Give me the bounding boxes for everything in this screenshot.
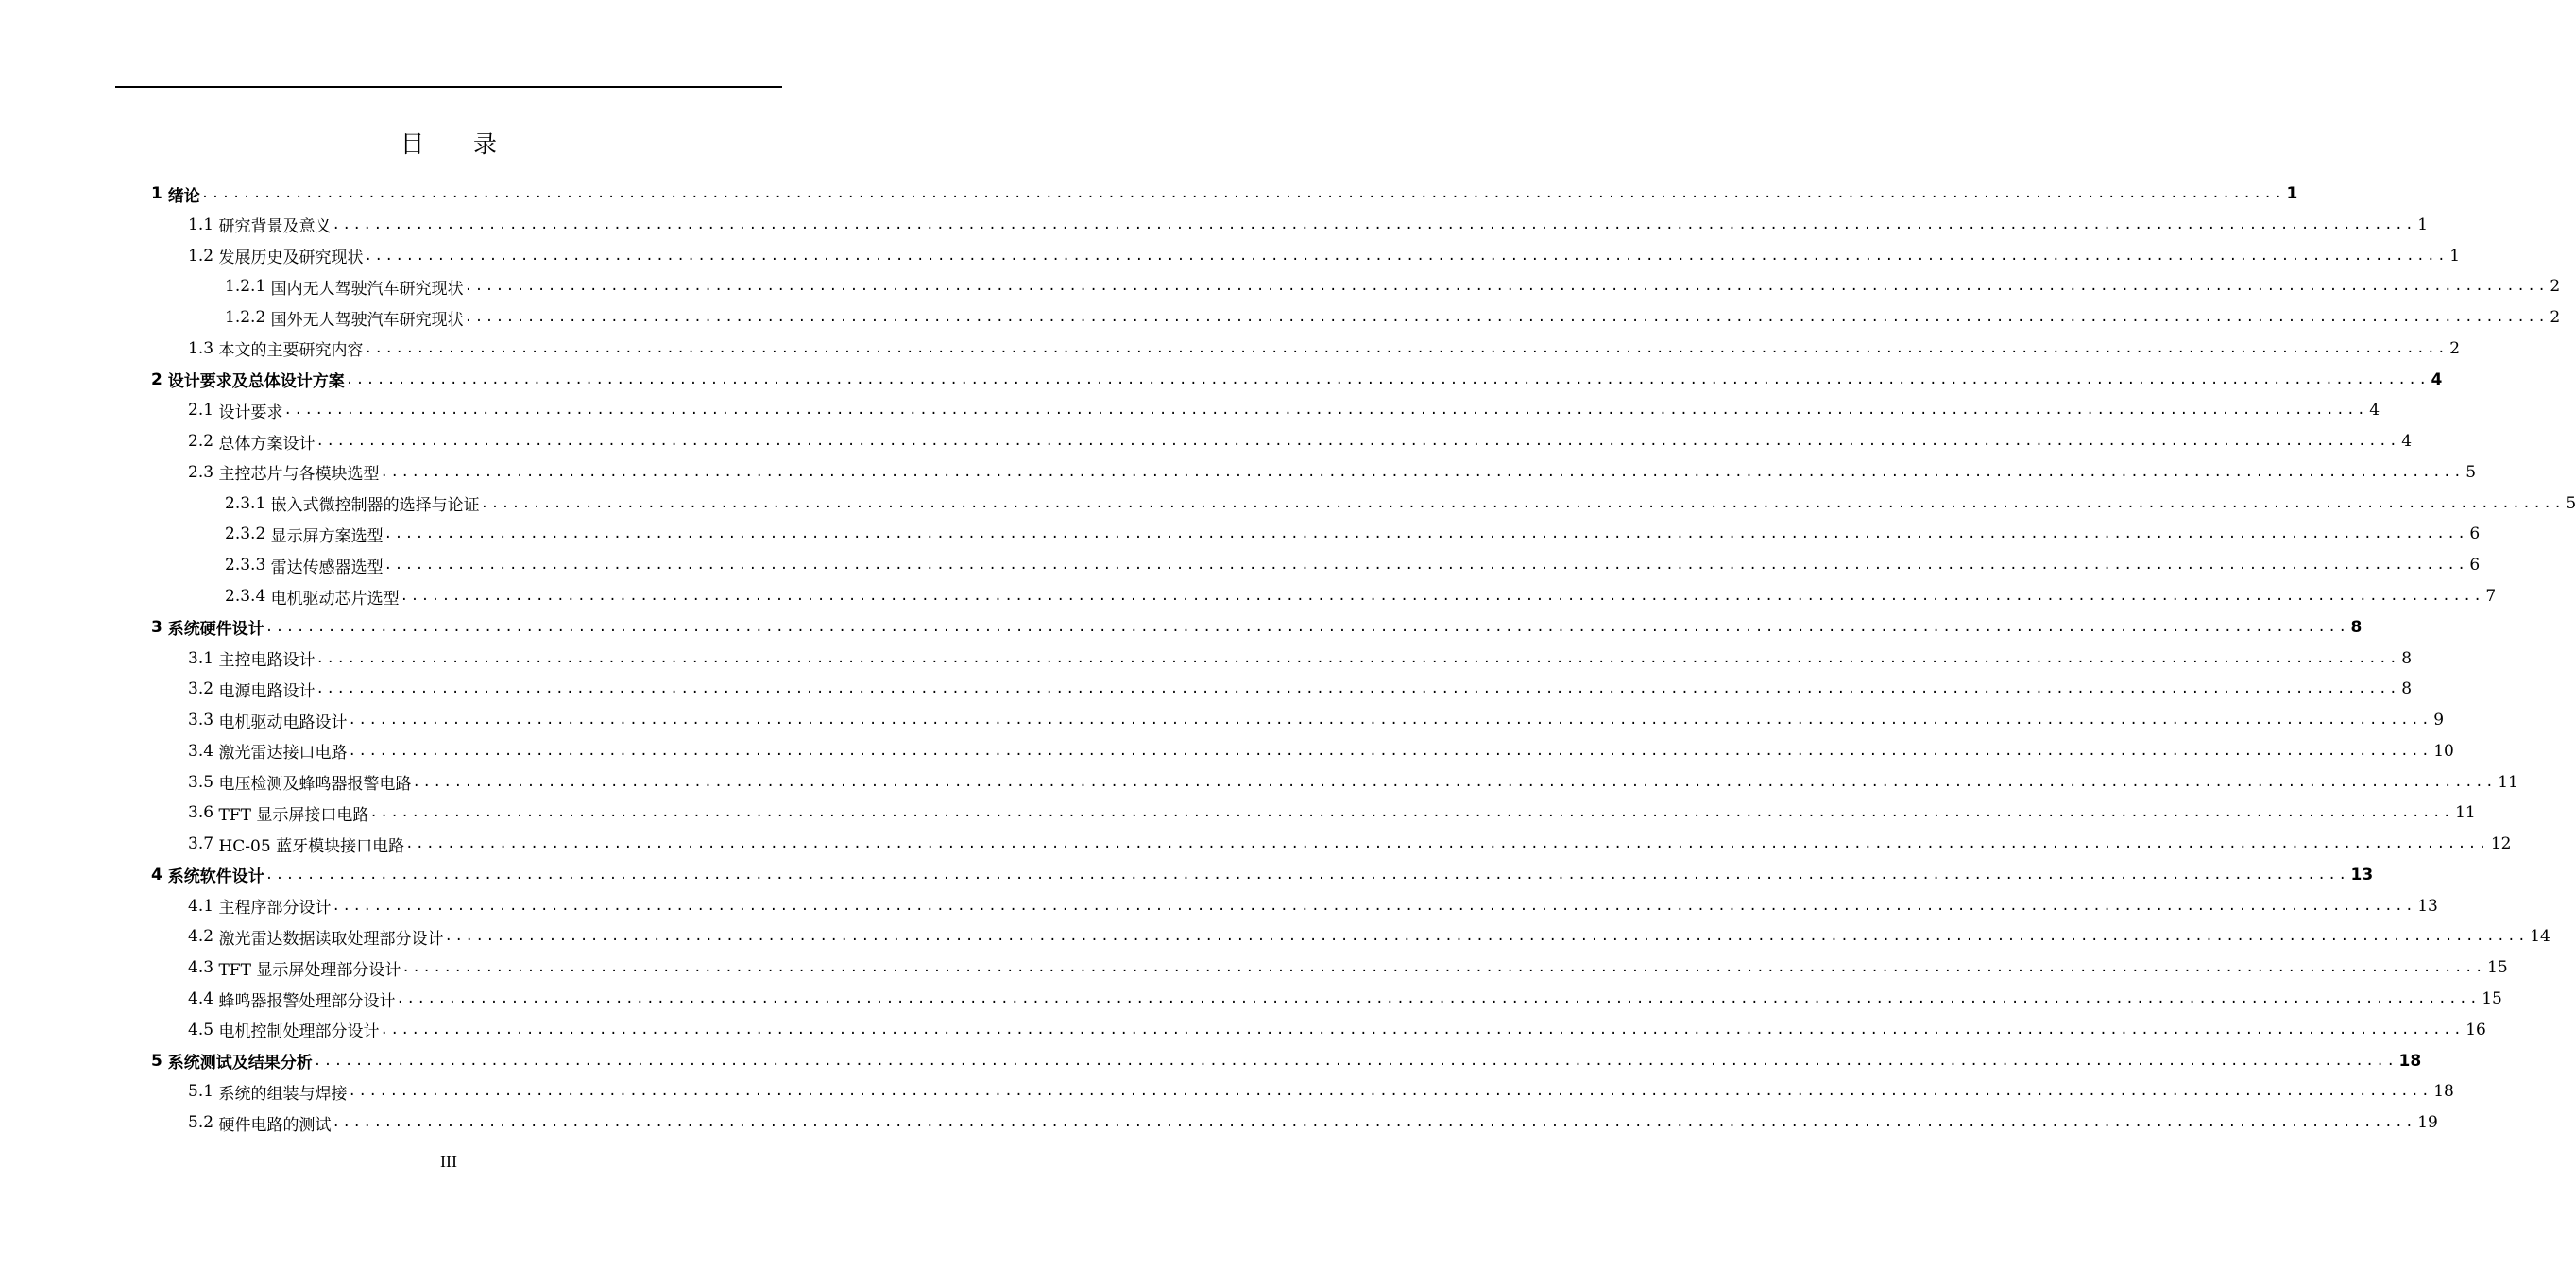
toc-entry-page: 5 <box>2465 462 2477 482</box>
toc-entry-label: 嵌入式微控制器的选择与论证 <box>270 496 480 516</box>
toc-entry-label: 蜂鸣器报警处理部分设计 <box>218 991 396 1011</box>
toc-entry-label: TFT 显示屏接口电路 <box>218 805 369 825</box>
toc-entry-number: 1.2.2 <box>225 308 271 328</box>
toc-title: 目 录 <box>401 130 518 158</box>
toc-entry-number: 4.2 <box>188 927 219 947</box>
toc-entry[interactable] <box>225 302 2561 333</box>
toc-entry-page: 9 <box>2433 711 2445 730</box>
toc-entry-label: 设计要求及总体设计方案 <box>167 372 345 392</box>
toc-entry-page: 7 <box>2485 587 2497 606</box>
dot-leader: ........................................................................................................................................................................................................ <box>384 558 2468 574</box>
toc-entry-number: 5.2 <box>188 1113 219 1133</box>
toc-entry[interactable] <box>188 210 2429 240</box>
toc-entry-label: 系统测试及结果分析 <box>167 1054 313 1073</box>
dot-leader: ........................................................................................................................................................................................................ <box>384 526 2468 542</box>
toc-entry-label: HC-05 蓝牙模块接口电路 <box>218 836 405 856</box>
toc-entry[interactable] <box>188 674 2413 704</box>
toc-entry-page: 10 <box>2433 741 2454 761</box>
toc-entry-label: 设计要求 <box>218 403 283 422</box>
dot-leader: ........................................................................................................................................................................................................ <box>316 681 2400 697</box>
toc-entry[interactable] <box>225 581 2497 611</box>
toc-entry[interactable] <box>151 179 2298 209</box>
toc-entry-label: 激光雷达接口电路 <box>218 744 348 764</box>
dot-leader: ........................................................................................................................................................................................................ <box>348 712 2432 729</box>
dot-leader: ........................................................................................................................................................................................................ <box>380 464 2465 480</box>
toc-entry-page: 11 <box>2455 803 2476 823</box>
toc-entry[interactable] <box>188 921 2550 952</box>
toc-entry[interactable] <box>188 891 2438 921</box>
dot-leader: ........................................................................................................................................................................................................ <box>316 650 2400 666</box>
dot-leader: ........................................................................................................................................................................................................ <box>400 589 2484 604</box>
toc-entry-number: 1 <box>151 184 168 203</box>
toc-entry-number: 1.2 <box>188 246 219 266</box>
dot-leader: ........................................................................................................................................................................................................ <box>283 403 2368 419</box>
toc-entry-label: 系统软件设计 <box>167 867 264 887</box>
toc-entry[interactable] <box>188 798 2476 828</box>
toc-entry-label: 系统的组装与焊接 <box>218 1084 348 1104</box>
toc-entry[interactable] <box>188 1076 2454 1107</box>
toc-entry-page: 14 <box>2530 927 2550 947</box>
toc-entry-number: 2.3.1 <box>225 493 271 513</box>
toc-entry-page: 2 <box>2550 308 2561 328</box>
toc-entry-page: 4 <box>2369 401 2380 420</box>
dot-leader: ........................................................................................................................................................................................................ <box>480 495 2565 511</box>
toc-entry-label: TFT 显示屏处理部分设计 <box>218 960 401 980</box>
toc-entry-page: 2 <box>2449 338 2461 358</box>
toc-entry-number: 4.3 <box>188 958 219 978</box>
toc-entry-page: 8 <box>2401 648 2413 668</box>
toc-entry[interactable] <box>188 736 2454 766</box>
toc-entry-page: 13 <box>2417 896 2438 916</box>
toc-entry-number: 3.2 <box>188 679 219 699</box>
toc-entry-page: 15 <box>2487 958 2508 978</box>
toc-entry-label: 发展历史及研究现状 <box>218 249 364 268</box>
dot-leader: ........................................................................................................................................................................................................ <box>412 774 2497 790</box>
toc-entry[interactable] <box>188 457 2477 488</box>
dot-leader: ........................................................................................................................................................................................................ <box>264 619 2349 635</box>
dot-leader: ........................................................................................................................................................................................................ <box>348 1084 2432 1100</box>
toc-entry-number: 3 <box>151 617 168 637</box>
dot-leader: ........................................................................................................................................................................................................ <box>200 186 2285 201</box>
toc-entry[interactable] <box>225 489 2576 519</box>
toc-entry[interactable] <box>188 395 2380 425</box>
toc-entry-number: 3.5 <box>188 772 219 792</box>
dot-leader: ........................................................................................................................................................................................................ <box>464 310 2549 326</box>
toc-entry[interactable] <box>188 1107 2438 1138</box>
toc-entry[interactable] <box>188 644 2413 674</box>
dot-leader: ........................................................................................................................................................................................................ <box>364 248 2448 264</box>
toc-entry-number: 4.4 <box>188 989 219 1009</box>
toc-entry[interactable] <box>188 767 2518 798</box>
toc-entry-number: 4 <box>151 865 168 884</box>
toc-entry[interactable] <box>151 365 2443 395</box>
toc-entry-page: 6 <box>2469 524 2481 544</box>
toc-entry[interactable] <box>188 426 2413 456</box>
toc-entry-number: 2.1 <box>188 401 219 420</box>
page-number: III <box>440 1152 457 1171</box>
toc-entry-number: 5.1 <box>188 1082 219 1102</box>
toc-entry-number: 1.1 <box>188 215 219 234</box>
toc-entry[interactable] <box>225 550 2481 580</box>
toc-entry[interactable] <box>151 1046 2422 1076</box>
dot-leader: ........................................................................................................................................................................................................ <box>332 216 2416 232</box>
toc-entry[interactable] <box>151 612 2363 643</box>
dot-leader: ........................................................................................................................................................................................................ <box>332 898 2416 914</box>
toc-entry[interactable] <box>225 519 2481 549</box>
toc-entry-page: 4 <box>2401 432 2413 452</box>
toc-entry-page: 11 <box>2498 772 2518 792</box>
toc-entry-number: 5 <box>151 1051 168 1071</box>
dot-leader: ........................................................................................................................................................................................................ <box>380 1021 2465 1038</box>
toc-entry-page: 4 <box>2431 369 2443 389</box>
dot-leader: ........................................................................................................................................................................................................ <box>332 1115 2416 1131</box>
toc-entry-page: 8 <box>2401 679 2413 699</box>
toc-entry-label: 雷达传感器选型 <box>270 558 384 577</box>
toc-entry-page: 1 <box>2449 246 2461 266</box>
toc-entry-page: 6 <box>2469 556 2481 575</box>
dot-leader: ........................................................................................................................................................................................................ <box>444 929 2529 945</box>
toc-entry-number: 3.6 <box>188 803 219 823</box>
toc-entry[interactable] <box>151 860 2374 890</box>
toc-entry-number: 3.3 <box>188 711 219 730</box>
header-rule <box>115 86 782 88</box>
toc-entry-number: 2.3.2 <box>225 524 271 544</box>
dot-leader: ........................................................................................................................................................................................................ <box>316 434 2400 450</box>
dot-leader: ........................................................................................................................................................................................................ <box>464 279 2549 295</box>
toc-entry-number: 3.4 <box>188 741 219 761</box>
toc-entry-number: 2.3.3 <box>225 556 271 575</box>
toc-entry-label: 本文的主要研究内容 <box>218 341 364 361</box>
toc-entry-label: 主控芯片与各模块选型 <box>218 465 380 485</box>
toc-entry-label: 电机控制处理部分设计 <box>218 1022 380 1042</box>
dot-leader: ........................................................................................................................................................................................................ <box>345 371 2430 387</box>
toc-entry-page: 13 <box>2350 865 2374 884</box>
toc-entry-label: 电机驱动芯片选型 <box>270 589 400 609</box>
toc-entry-label: 电机驱动电路设计 <box>218 712 348 732</box>
toc-entry-number: 4.5 <box>188 1020 219 1039</box>
toc-entry-label: 研究背景及意义 <box>218 217 332 237</box>
toc-entry-page: 16 <box>2465 1020 2486 1039</box>
dot-leader: ........................................................................................................................................................................................................ <box>348 743 2432 759</box>
toc-entry[interactable] <box>188 1015 2486 1045</box>
toc-entry-label: 电压检测及蜂鸣器报警电路 <box>218 775 412 795</box>
toc-entry[interactable] <box>188 829 2512 859</box>
toc-entry-page: 18 <box>2433 1082 2454 1102</box>
toc-entry-label: 总体方案设计 <box>218 434 316 454</box>
toc-entry-label: 硬件电路的测试 <box>218 1115 332 1135</box>
toc-entry[interactable] <box>225 271 2561 301</box>
toc-entry-number: 3.7 <box>188 834 219 854</box>
dot-leader: ........................................................................................................................................................................................................ <box>396 991 2481 1007</box>
toc-entry-page: 15 <box>2482 989 2502 1009</box>
toc-entry-page: 2 <box>2550 277 2561 297</box>
toc-entry-page: 5 <box>2566 493 2576 513</box>
toc-entry-page: 18 <box>2398 1051 2422 1071</box>
toc-entry-page: 1 <box>2286 184 2298 203</box>
toc-entry-page: 19 <box>2417 1113 2438 1133</box>
toc-entry-label: 显示屏方案选型 <box>270 526 384 546</box>
toc-entry[interactable] <box>188 705 2445 735</box>
toc-entry-page: 1 <box>2417 215 2429 234</box>
dot-leader: ........................................................................................................................................................................................................ <box>364 340 2448 356</box>
toc-entry[interactable] <box>188 984 2502 1014</box>
toc-entry-number: 2.2 <box>188 432 219 452</box>
toc-entry-number: 2.3 <box>188 462 219 482</box>
toc-entry-label: 主程序部分设计 <box>218 899 332 918</box>
dot-leader: ........................................................................................................................................................................................................ <box>405 836 2489 852</box>
dot-leader: ........................................................................................................................................................................................................ <box>313 1053 2397 1069</box>
toc-entry-number: 2 <box>151 369 168 389</box>
toc-entry-number: 3.1 <box>188 648 219 668</box>
toc-entry[interactable] <box>188 334 2461 364</box>
toc-entry[interactable] <box>188 952 2508 983</box>
toc-entry-label: 激光雷达数据读取处理部分设计 <box>218 929 444 949</box>
toc-entry-label: 系统硬件设计 <box>167 620 264 640</box>
toc-entry-label: 主控电路设计 <box>218 651 316 671</box>
dot-leader: ........................................................................................................................................................................................................ <box>264 867 2349 883</box>
toc-entry[interactable] <box>188 241 2461 271</box>
toc-entry-label: 国内无人驾驶汽车研究现状 <box>270 279 464 299</box>
toc-entry-number: 2.3.4 <box>225 587 271 606</box>
toc-entry-number: 4.1 <box>188 896 219 916</box>
toc-entry-page: 12 <box>2490 834 2512 854</box>
toc-entry-number: 1.2.1 <box>225 277 271 297</box>
dot-leader: ........................................................................................................................................................................................................ <box>369 805 2454 821</box>
toc-entry-label: 国外无人驾驶汽车研究现状 <box>270 310 464 330</box>
toc-entry-label: 绪论 <box>167 186 200 206</box>
dot-leader: ........................................................................................................................................................................................................ <box>401 960 2486 976</box>
toc-entry-label: 电源电路设计 <box>218 681 316 701</box>
toc-entry-page: 8 <box>2350 617 2363 637</box>
toc-entry-number: 1.3 <box>188 338 219 358</box>
